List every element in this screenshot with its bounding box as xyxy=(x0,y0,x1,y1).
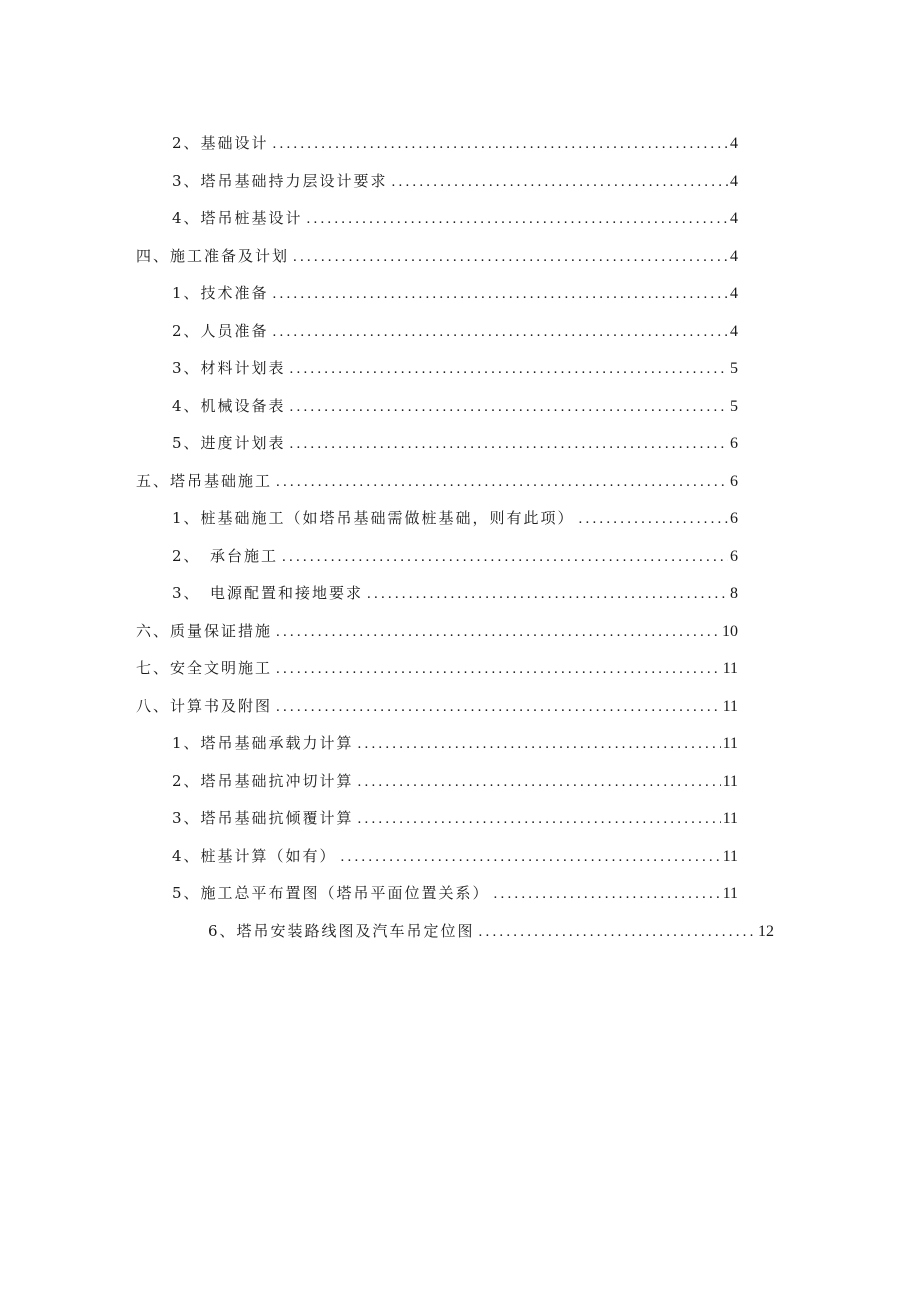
toc-entry-title: 6、塔吊安装路线图及汽车吊定位图 xyxy=(208,922,475,940)
toc-entry-title: 1、塔吊基础承载力计算 xyxy=(172,734,354,752)
toc-entry-title: 八、计算书及附图 xyxy=(136,697,273,715)
toc-entry[interactable] xyxy=(172,883,738,904)
toc-page-number: 11 xyxy=(722,735,738,752)
toc-page-number: 4 xyxy=(730,323,738,340)
toc-dot-leader xyxy=(273,134,728,154)
toc-page-number: 4 xyxy=(730,173,738,190)
toc-dot-leader xyxy=(358,734,721,754)
toc-entry[interactable] xyxy=(172,583,738,604)
toc-page-number: 5 xyxy=(730,360,738,377)
toc-page-number: 6 xyxy=(730,473,738,490)
toc-entry[interactable] xyxy=(172,321,738,342)
toc-page-number: 8 xyxy=(730,585,738,602)
toc-entry[interactable] xyxy=(172,771,738,792)
toc-entry-title: 4、机械设备表 xyxy=(172,397,286,415)
toc-entry-title: 3、材料计划表 xyxy=(172,359,286,377)
toc-entry[interactable] xyxy=(172,433,738,454)
toc-entry-title: 七、安全文明施工 xyxy=(136,659,273,677)
toc-page-number: 11 xyxy=(722,698,738,715)
toc-entry[interactable] xyxy=(172,171,738,192)
toc-entry-title: 5、施工总平布置图（塔吊平面位置关系） xyxy=(172,884,490,902)
toc-dot-leader xyxy=(341,847,721,867)
toc-dot-leader xyxy=(290,359,728,379)
toc-entry-title: 2、塔吊基础抗冲切计算 xyxy=(172,772,354,790)
toc-entry[interactable] xyxy=(172,808,738,829)
toc-entry-title: 4、桩基计算（如有） xyxy=(172,847,337,865)
toc-entry-title: 六、质量保证措施 xyxy=(136,622,273,640)
toc-dot-leader xyxy=(273,284,728,304)
toc-entry-title: 2、人员准备 xyxy=(172,322,269,340)
toc-entry[interactable] xyxy=(136,246,738,267)
toc-page-number: 11 xyxy=(722,810,738,827)
toc-dot-leader xyxy=(358,809,721,829)
toc-entry-title: 2、基础设计 xyxy=(172,134,269,152)
toc-page-number: 4 xyxy=(730,210,738,227)
toc-page-number: 12 xyxy=(758,923,774,940)
toc-dot-leader xyxy=(290,434,728,454)
toc-dot-leader xyxy=(358,772,721,792)
toc-entry-title: 5、进度计划表 xyxy=(172,434,286,452)
toc-dot-leader xyxy=(273,322,728,342)
toc-page-number: 11 xyxy=(722,848,738,865)
toc-dot-leader xyxy=(276,622,720,642)
toc-page-number: 11 xyxy=(722,660,738,677)
toc-dot-leader xyxy=(307,209,728,229)
toc-entry[interactable] xyxy=(172,733,738,754)
toc-dot-leader xyxy=(276,659,721,679)
toc-entry-title: 3、塔吊基础抗倾覆计算 xyxy=(172,809,354,827)
toc-page-number: 6 xyxy=(730,548,738,565)
toc-dot-leader xyxy=(494,884,721,904)
toc-entry[interactable] xyxy=(136,471,738,492)
toc-page-number: 6 xyxy=(730,435,738,452)
toc-dot-leader xyxy=(293,247,728,267)
toc-entry[interactable] xyxy=(172,283,738,304)
toc-entry[interactable] xyxy=(208,921,774,942)
toc-entry[interactable] xyxy=(172,846,738,867)
toc-entry-title: 3、 电源配置和接地要求 xyxy=(172,584,364,602)
toc-dot-leader xyxy=(579,509,728,529)
toc-dot-leader xyxy=(392,172,728,192)
toc-entry-title: 3、塔吊基础持力层设计要求 xyxy=(172,172,388,190)
toc-entry[interactable] xyxy=(172,208,738,229)
toc-page-number: 11 xyxy=(722,773,738,790)
toc-entry[interactable] xyxy=(136,658,738,679)
toc-entry-title: 2、 承台施工 xyxy=(172,547,279,565)
toc-entry[interactable] xyxy=(172,546,738,567)
toc-entry-title: 1、桩基础施工（如塔吊基础需做桩基础，则有此项） xyxy=(172,509,575,527)
toc-entry-title: 1、技术准备 xyxy=(172,284,269,302)
toc-dot-leader xyxy=(290,397,728,417)
toc-entry[interactable] xyxy=(172,358,738,379)
toc-dot-leader xyxy=(282,547,728,567)
toc-entry[interactable] xyxy=(172,508,738,529)
toc-dot-leader xyxy=(276,697,721,717)
toc-page-number: 4 xyxy=(730,135,738,152)
toc-page-number: 11 xyxy=(722,885,738,902)
toc-entry-title: 4、塔吊桩基设计 xyxy=(172,209,303,227)
toc-page-number: 5 xyxy=(730,398,738,415)
toc-page-number: 10 xyxy=(722,623,738,640)
toc-page-number: 4 xyxy=(730,248,738,265)
toc-page-number: 6 xyxy=(730,510,738,527)
toc-dot-leader xyxy=(276,472,728,492)
toc-entry-title: 四、施工准备及计划 xyxy=(136,247,290,265)
toc-page-number: 4 xyxy=(730,285,738,302)
toc-dot-leader xyxy=(367,584,728,604)
toc-entry[interactable] xyxy=(172,396,738,417)
toc-entry[interactable] xyxy=(136,621,738,642)
toc-entry[interactable] xyxy=(172,133,738,154)
toc-entry[interactable] xyxy=(136,696,738,717)
toc-dot-leader xyxy=(479,922,756,942)
toc-entry-title: 五、塔吊基础施工 xyxy=(136,472,273,490)
